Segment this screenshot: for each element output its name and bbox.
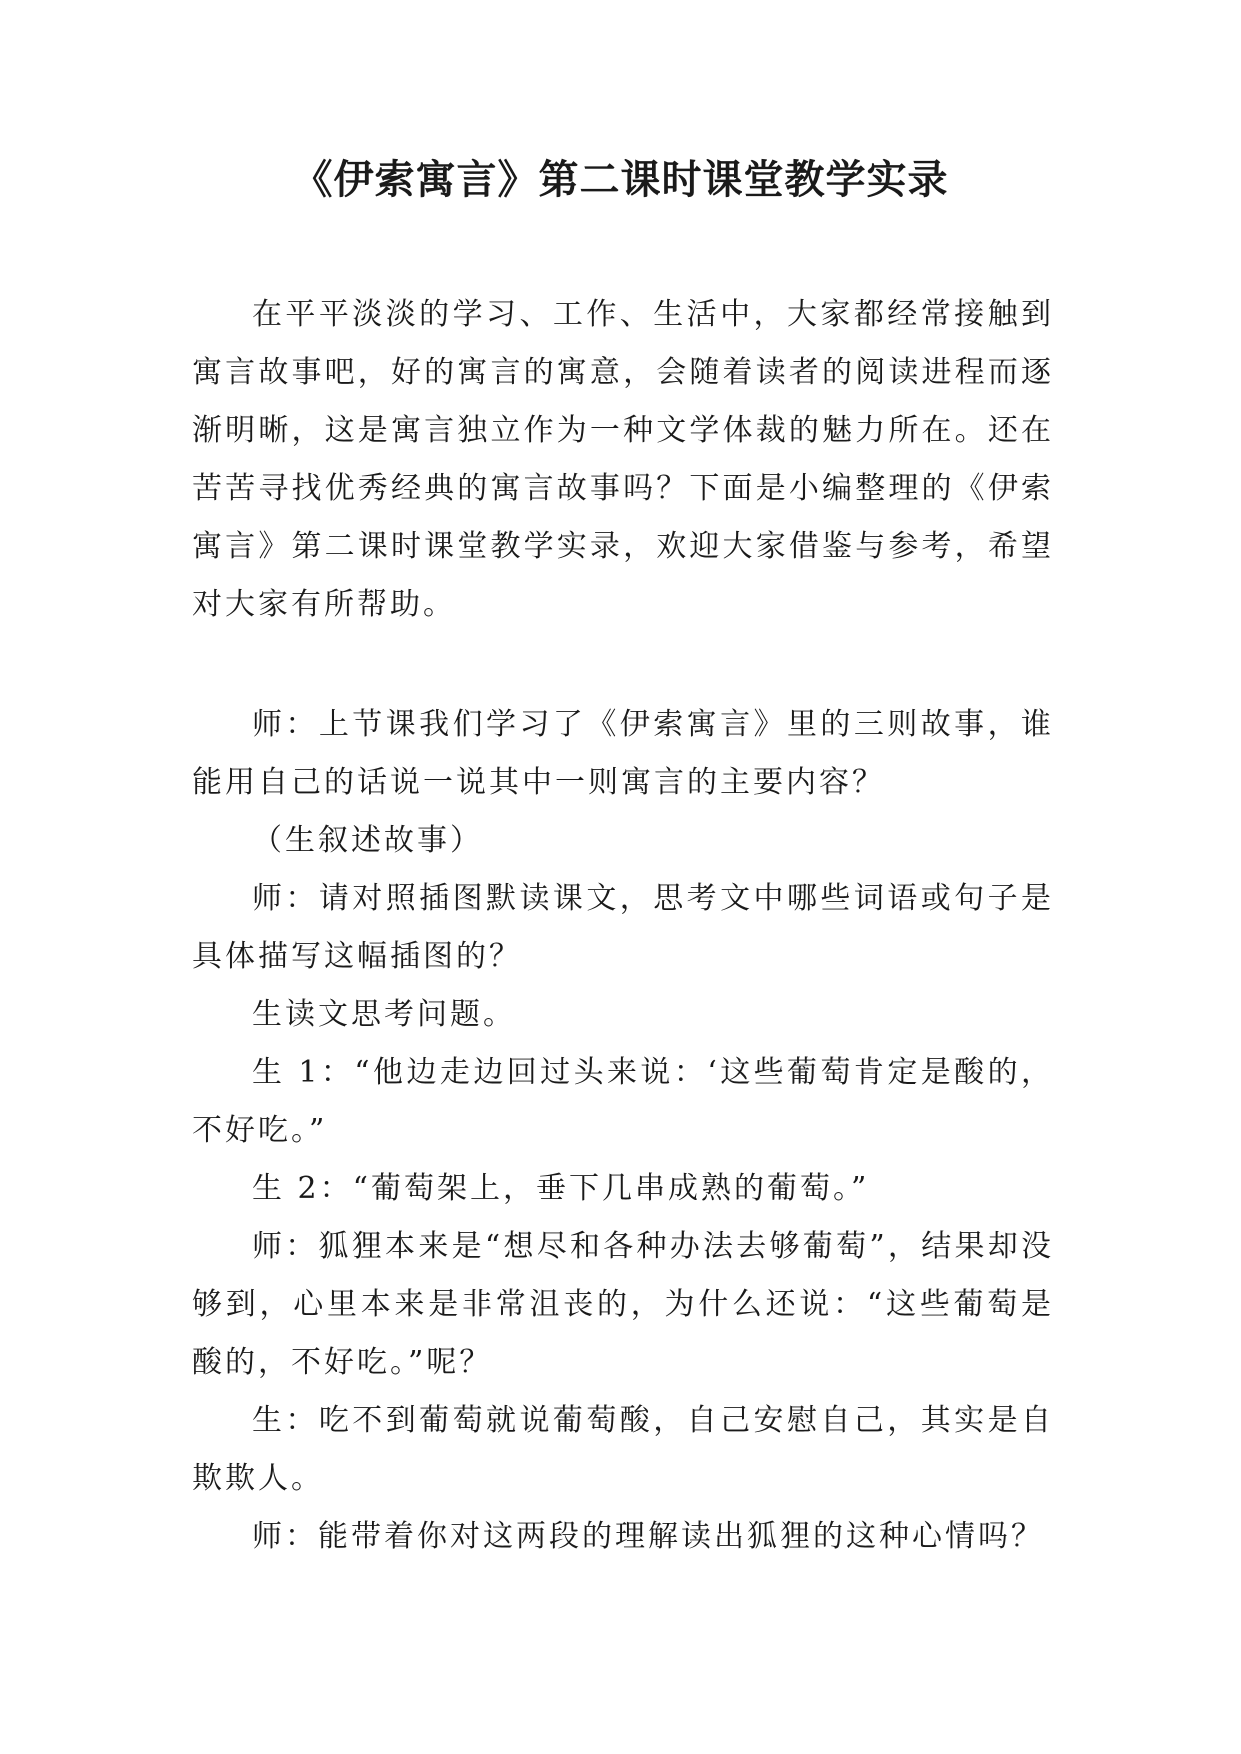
intro-section: [192, 286, 1054, 634]
dialogue-section: [192, 696, 1054, 1566]
intro-paragraph: 在平平淡淡的学习、工作、生活中，大家都经常接触到寓言故事吧，好的寓言的寓意，会随着读者的阅读进程而逐渐明晰，这是寓言独立作为一种文学体裁的魅力所在。还在苦苦寻找优秀经典的寓言故事吗？下面是小编整理的《伊索寓言》第二课时课堂教学实录，欢迎大家借鉴与参考，希望对大家有所帮助。: [192, 297, 1054, 622]
dialogue-paragraph: 生：吃不到葡萄就说葡萄酸，自己安慰自己，其实是自欺欺人。: [192, 1403, 1054, 1496]
dialogue-paragraph: 生 1：“他边走边回过头来说：‘这些葡萄肯定是酸的，不好吃。”: [192, 1055, 1054, 1148]
document-title: 《伊索寓言》第二课时课堂教学实录: [292, 157, 949, 203]
dialogue-paragraph: 师：能带着你对这两段的理解读出狐狸的这种心情吗？: [252, 1519, 1044, 1554]
dialogue-paragraph: 生 2：“葡萄架上，垂下几串成熟的葡萄。”: [252, 1171, 870, 1206]
dialogue-paragraph: （生叙述故事）: [252, 823, 483, 858]
dialogue-paragraph: 师：上节课我们学习了《伊索寓言》里的三则故事，谁能用自己的话说一说其中一则寓言的主要内容？: [192, 707, 1054, 800]
dialogue-paragraph: 师：请对照插图默读课文，思考文中哪些词语或句子是具体描写这幅插图的？: [192, 881, 1054, 974]
dialogue-paragraph: 师：狐狸本来是“想尽和各种办法去够葡萄”，结果却没够到，心里本来是非常沮丧的，为什么还说：“这些葡萄是酸的，不好吃。”呢？: [192, 1229, 1054, 1380]
dialogue-paragraph: 生读文思考问题。: [252, 997, 516, 1032]
